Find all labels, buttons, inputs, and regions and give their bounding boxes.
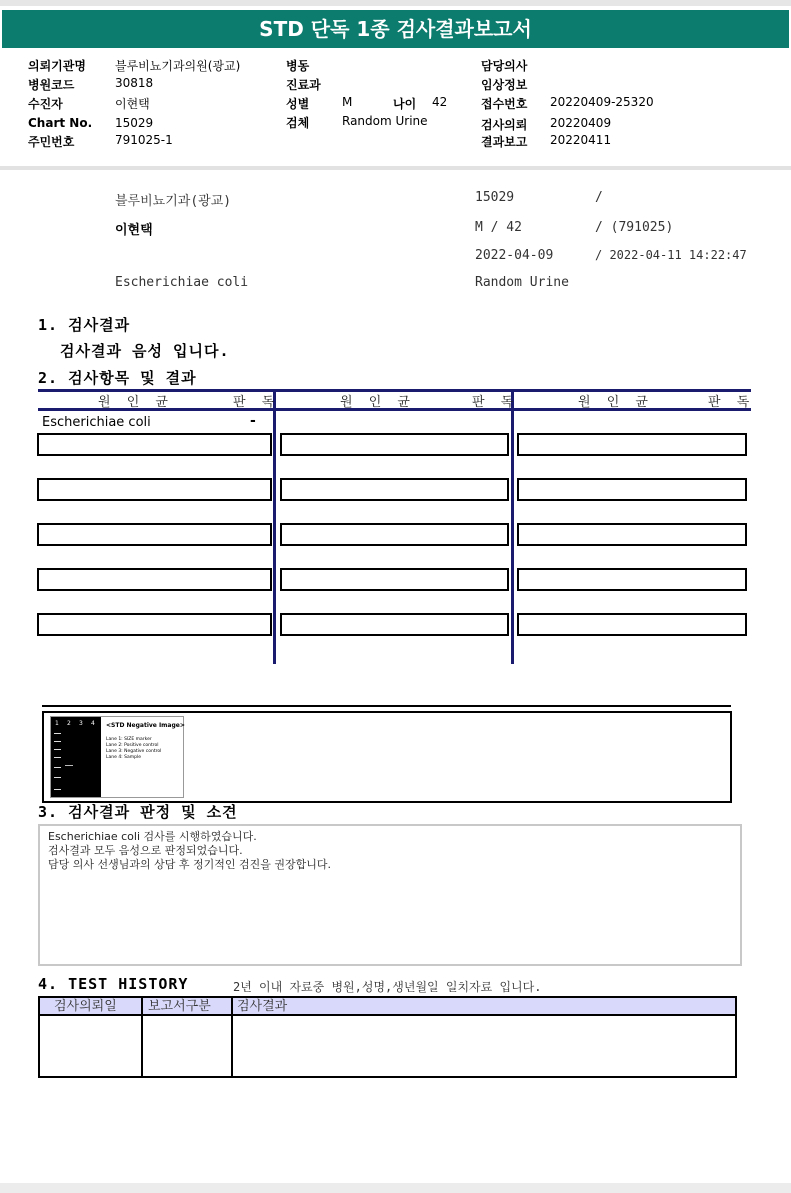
summary-test-item: Escherichiae coli [115, 275, 249, 290]
gel-image-title: <STD Negative Image> [106, 722, 185, 729]
history-col-divider [141, 1016, 143, 1076]
summary-request-date: 2022-04-09 [475, 248, 554, 263]
result-cell [280, 568, 509, 591]
value-report-date: 20220411 [550, 133, 612, 147]
findings-line: 검사결과 모두 음성으로 판정되었습니다. [48, 844, 243, 857]
col1-pathogen-header: 원 인 균 [98, 395, 174, 410]
value-patient: 이현택 [115, 97, 150, 111]
value-sex: M [342, 95, 353, 109]
result-cell [517, 568, 747, 591]
gel-band [54, 767, 61, 768]
summary-specimen: Random Urine [475, 275, 569, 290]
lane-label: 4 [91, 720, 95, 727]
gel-legend-line: Lane 4: Sample [106, 755, 141, 760]
result-cell [37, 478, 272, 501]
gel-band [65, 765, 73, 766]
label-report-date: 결과보고 [481, 135, 528, 149]
history-col-divider [231, 1016, 233, 1076]
result-cell [517, 613, 747, 636]
value-resident-no: 791025-1 [115, 133, 173, 147]
gel-legend-line: Lane 2: Positive control [106, 743, 159, 748]
row1-result: - [250, 413, 256, 429]
label-department: 진료과 [286, 78, 321, 92]
gel-legend-line: Lane 1: SIZE marker [106, 737, 152, 742]
history-col-request-date: 검사의뢰일 [54, 999, 117, 1014]
report-title: STD 단독 1종 검사결과보고서 [2, 10, 789, 48]
gel-band [54, 749, 61, 750]
value-specimen: Random Urine [342, 114, 428, 128]
label-hospital-code: 병원코드 [28, 78, 75, 92]
gel-band [54, 777, 61, 778]
label-specimen: 검체 [286, 116, 310, 130]
result-cell [517, 433, 747, 456]
gel-image [50, 716, 184, 798]
result-cell [280, 478, 509, 501]
summary-clinic: 블루비뇨기과(광교) [115, 194, 232, 209]
col3-pathogen-header: 원 인 균 [578, 395, 654, 410]
summary-patient: 이현택 [115, 223, 153, 238]
summary-sex-age: M / 42 [475, 220, 522, 235]
gel-band [54, 757, 61, 758]
gel-band [54, 741, 61, 742]
section3-heading: 3. 검사결과 판정 및 소견 [38, 803, 238, 821]
result-cell [37, 433, 272, 456]
value-hospital-code: 30818 [115, 76, 154, 90]
label-sex: 성별 [286, 97, 310, 111]
value-receipt-no: 20220409-25320 [550, 95, 654, 109]
result-cell [37, 613, 272, 636]
result-cell [37, 523, 272, 546]
findings-line: 담당 의사 선생님과의 상담 후 정기적인 검진을 권장합니다. [48, 858, 331, 871]
lane-label: 2 [67, 720, 71, 727]
summary-report-datetime: / 2022-04-11 14:22:47 [595, 248, 747, 262]
gel-legend-line: Lane 3: Negative control [106, 749, 162, 754]
label-chart-no: Chart No. [28, 116, 93, 130]
history-col-report-type: 보고서구분 [148, 999, 211, 1014]
result-cell [280, 613, 509, 636]
findings-line: Escherichiae coli 검사를 시행하였습니다. [48, 830, 257, 843]
history-note: 2년 이내 자료중 병원,성명,생년월일 일치자료 입니다. [233, 980, 542, 994]
section2-heading: 2. 검사항목 및 결과 [38, 369, 197, 387]
section4-heading: 4. TEST HISTORY [38, 975, 189, 993]
history-col-divider [141, 998, 143, 1014]
gel-lanes [51, 717, 101, 797]
value-requesting-institution: 블루비뇨기과의원(광교) [115, 59, 241, 73]
image-top-rule [42, 705, 731, 707]
label-patient: 수진자 [28, 97, 63, 111]
label-clinical-info: 임상정보 [481, 78, 528, 92]
label-requesting-institution: 의뢰기관명 [28, 59, 86, 73]
value-chart-no: 15029 [115, 116, 154, 130]
result-cell [280, 523, 509, 546]
gel-band [54, 733, 61, 734]
label-doctor: 담당의사 [481, 59, 528, 73]
header-separator [0, 166, 791, 170]
col3-judgement-header: 판 독 [708, 395, 756, 410]
result-cell [517, 478, 747, 501]
summary-birth: / (791025) [595, 220, 674, 235]
top-strip [0, 0, 791, 6]
row1-pathogen: Escherichiae coli [42, 415, 151, 430]
table-divider-1 [273, 389, 276, 664]
section1-result-text: 검사결과 음성 입니다. [60, 342, 230, 360]
summary-slash: / [595, 190, 603, 205]
label-ward: 병동 [286, 59, 310, 73]
label-request-date: 검사의뢰 [481, 118, 528, 132]
history-col-divider [231, 998, 233, 1014]
gel-band [54, 789, 61, 790]
history-col-result: 검사결과 [237, 999, 288, 1014]
result-cell [517, 523, 747, 546]
label-receipt-no: 접수번호 [481, 97, 528, 111]
label-resident-no: 주민번호 [28, 135, 75, 149]
col2-judgement-header: 판 독 [472, 395, 520, 410]
bottom-strip [0, 1183, 791, 1193]
result-cell [280, 433, 509, 456]
value-age: 42 [432, 95, 448, 109]
section1-heading: 1. 검사결과 [38, 316, 131, 334]
lane-label: 1 [55, 720, 59, 727]
label-age: 나이 [393, 97, 417, 111]
value-request-date: 20220409 [550, 116, 612, 130]
col2-pathogen-header: 원 인 균 [340, 395, 416, 410]
summary-chart-no: 15029 [475, 190, 515, 205]
history-table-header [38, 996, 737, 1016]
col1-judgement-header: 판 독 [233, 395, 281, 410]
history-table-body [38, 1016, 737, 1078]
findings-box [38, 824, 742, 966]
result-cell [37, 568, 272, 591]
lane-label: 3 [79, 720, 83, 727]
table-divider-2 [511, 389, 514, 664]
